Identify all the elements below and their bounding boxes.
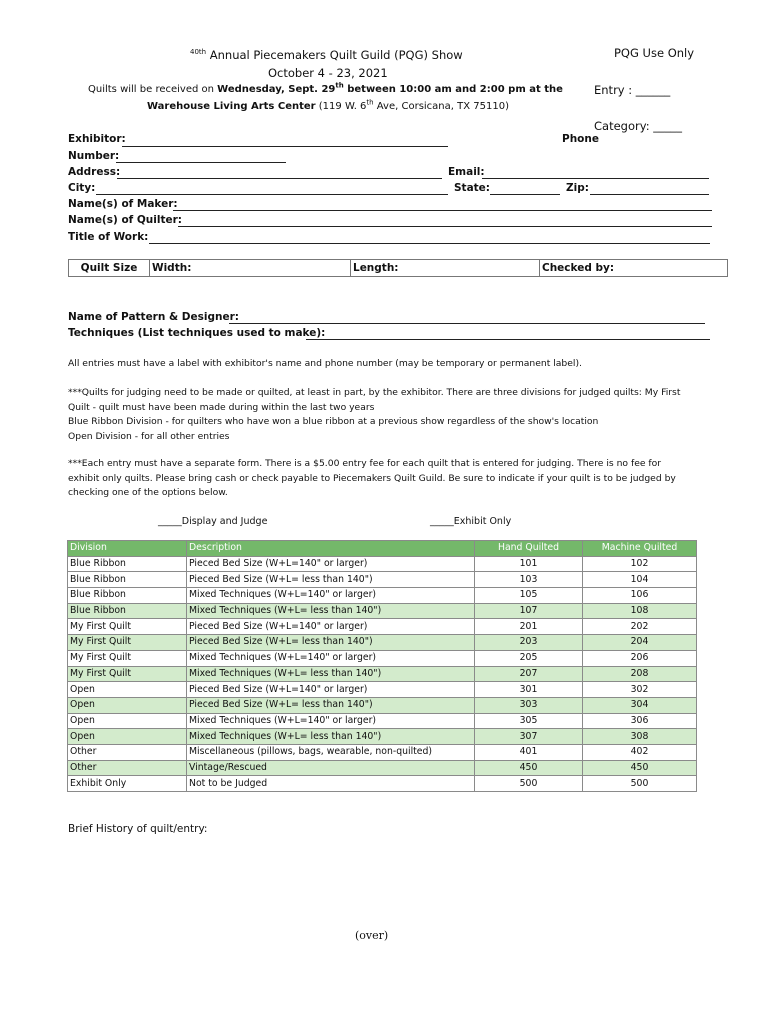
fee-line: exhibit only quilts. Please bring cash or check payable to Piecemakers Quilt Guild. Be sure to indicate if your quilt is to be judged by bbox=[68, 472, 676, 484]
table-row bbox=[68, 713, 697, 729]
over-footer: (over) bbox=[355, 929, 389, 942]
zip-label: Zip: bbox=[566, 182, 589, 194]
table-row bbox=[68, 682, 697, 698]
length-label: Length: bbox=[353, 262, 399, 274]
history-label: Brief History of quilt/entry: bbox=[68, 823, 208, 835]
table-row bbox=[68, 776, 697, 792]
checked-by-field[interactable] bbox=[539, 260, 727, 276]
show-title-text: Annual Piecemakers Quilt Guild (PQG) Show bbox=[209, 48, 463, 62]
division-cell: Open bbox=[68, 713, 187, 729]
division-cell: Blue Ribbon bbox=[68, 556, 187, 572]
techniques-label: Techniques (List techniques used to make): bbox=[68, 327, 326, 339]
description-cell: Pieced Bed Size (W+L=140" or larger) bbox=[187, 682, 475, 698]
table-row bbox=[68, 635, 697, 651]
division-cell: Open bbox=[68, 682, 187, 698]
division-cell: Blue Ribbon bbox=[68, 588, 187, 604]
history-area[interactable] bbox=[68, 840, 708, 920]
description-cell: Pieced Bed Size (W+L= less than 140") bbox=[187, 635, 475, 651]
fee-rules bbox=[68, 457, 718, 501]
machine-quilted-cell: 402 bbox=[583, 744, 697, 760]
machine-quilted-cell: 204 bbox=[583, 635, 697, 651]
quilter-field[interactable] bbox=[178, 226, 712, 227]
description-cell: Mixed Techniques (W+L= less than 140") bbox=[187, 729, 475, 745]
machine-quilted-cell: 306 bbox=[583, 713, 697, 729]
pqg-entry-field[interactable]: Entry : ______ bbox=[594, 83, 671, 97]
width-field[interactable] bbox=[149, 260, 350, 276]
label-note-text: All entries must have a label with exhibitor's name and phone number (may be temporary or permanent label). bbox=[68, 358, 582, 369]
table-row bbox=[68, 697, 697, 713]
number-label: Number: bbox=[68, 150, 120, 162]
hand-quilted-cell: 450 bbox=[475, 760, 583, 776]
phone-label: Phone bbox=[562, 133, 599, 145]
display-and-judge-option[interactable]: _____Display and Judge bbox=[158, 516, 268, 527]
division-cell: Exhibit Only bbox=[68, 776, 187, 792]
hand-quilted-cell: 303 bbox=[475, 697, 583, 713]
machine-quilted-cell: 206 bbox=[583, 650, 697, 666]
label-note bbox=[68, 357, 718, 372]
receiving-info bbox=[88, 81, 563, 95]
address-field[interactable] bbox=[117, 178, 442, 179]
exhibitor-field[interactable] bbox=[122, 146, 448, 147]
header-division: Division bbox=[68, 541, 187, 557]
description-cell: Mixed Techniques (W+L=140" or larger) bbox=[187, 650, 475, 666]
pqg-use-only-title: PQG Use Only bbox=[614, 46, 695, 60]
table-row bbox=[68, 729, 697, 745]
division-table bbox=[67, 540, 697, 792]
maker-label: Name(s) of Maker: bbox=[68, 198, 178, 210]
description-cell: Miscellaneous (pillows, bags, wearable, non-quilted) bbox=[187, 744, 475, 760]
ordinal-number: 40 bbox=[190, 48, 199, 57]
table-row bbox=[68, 603, 697, 619]
email-field[interactable] bbox=[482, 178, 709, 179]
machine-quilted-cell: 208 bbox=[583, 666, 697, 682]
quilt-size-box bbox=[68, 259, 728, 277]
header-hand-quilted: Hand Quilted bbox=[475, 541, 583, 557]
hand-quilted-cell: 301 bbox=[475, 682, 583, 698]
received-date bbox=[217, 81, 563, 95]
table-row bbox=[68, 619, 697, 635]
table-row bbox=[68, 760, 697, 776]
venue-address bbox=[318, 98, 509, 112]
length-field[interactable] bbox=[350, 260, 539, 276]
exhibitor-label: Exhibitor: bbox=[68, 133, 126, 145]
venue-name: Warehouse Living Arts Center bbox=[147, 101, 316, 112]
description-cell: Mixed Techniques (W+L=140" or larger) bbox=[187, 588, 475, 604]
header-description: Description bbox=[187, 541, 475, 557]
width-label: Width: bbox=[152, 262, 192, 274]
machine-quilted-cell: 450 bbox=[583, 760, 697, 776]
description-cell: Pieced Bed Size (W+L=140" or larger) bbox=[187, 619, 475, 635]
hand-quilted-cell: 305 bbox=[475, 713, 583, 729]
description-cell: Mixed Techniques (W+L= less than 140") bbox=[187, 666, 475, 682]
judging-line: Quilt - quilt must have been made during within the last two years bbox=[68, 401, 375, 413]
table-row bbox=[68, 572, 697, 588]
machine-quilted-cell: 304 bbox=[583, 697, 697, 713]
table-row bbox=[68, 556, 697, 572]
pattern-label: Name of Pattern & Designer: bbox=[68, 311, 239, 323]
number-field[interactable] bbox=[116, 162, 286, 163]
division-cell: Open bbox=[68, 729, 187, 745]
venue-address-a: (119 W. 6 bbox=[318, 101, 367, 112]
header-machine-quilted: Machine Quilted bbox=[583, 541, 697, 557]
received-prefix: Quilts will be received on bbox=[88, 84, 214, 95]
table-row bbox=[68, 650, 697, 666]
division-cell: My First Quilt bbox=[68, 635, 187, 651]
received-time: between 10:00 am and 2:00 pm at the bbox=[347, 84, 563, 95]
machine-quilted-cell: 500 bbox=[583, 776, 697, 792]
quilt-size-label bbox=[69, 260, 149, 276]
fee-line: checking one of the options below. bbox=[68, 487, 228, 498]
description-cell: Pieced Bed Size (W+L= less than 140") bbox=[187, 697, 475, 713]
state-field[interactable] bbox=[490, 194, 560, 195]
hand-quilted-cell: 205 bbox=[475, 650, 583, 666]
machine-quilted-cell: 106 bbox=[583, 588, 697, 604]
quilt-size-text: Quilt Size bbox=[80, 262, 138, 274]
exhibit-only-option[interactable]: _____Exhibit Only bbox=[430, 516, 512, 527]
hand-quilted-cell: 103 bbox=[475, 572, 583, 588]
hand-quilted-cell: 201 bbox=[475, 619, 583, 635]
division-cell: Other bbox=[68, 760, 187, 776]
zip-field[interactable] bbox=[590, 194, 709, 195]
hand-quilted-cell: 101 bbox=[475, 556, 583, 572]
description-cell: Pieced Bed Size (W+L= less than 140") bbox=[187, 572, 475, 588]
judging-line: Blue Ribbon Division - for quilters who have won a blue ribbon at a previous show regardless of the show's location bbox=[68, 416, 599, 427]
title-of-work-field[interactable] bbox=[149, 243, 710, 244]
division-cell: My First Quilt bbox=[68, 650, 187, 666]
machine-quilted-cell: 108 bbox=[583, 603, 697, 619]
received-date-sup: th bbox=[335, 81, 344, 90]
show-title bbox=[190, 48, 463, 62]
description-cell: Pieced Bed Size (W+L=140" or larger) bbox=[187, 556, 475, 572]
hand-quilted-cell: 401 bbox=[475, 744, 583, 760]
state-label: State: bbox=[454, 182, 491, 194]
city-label: City: bbox=[68, 182, 96, 194]
pattern-field[interactable] bbox=[229, 323, 705, 324]
division-cell: My First Quilt bbox=[68, 666, 187, 682]
division-cell: Blue Ribbon bbox=[68, 572, 187, 588]
hand-quilted-cell: 105 bbox=[475, 588, 583, 604]
description-cell: Vintage/Rescued bbox=[187, 760, 475, 776]
table-row bbox=[68, 666, 697, 682]
table-row bbox=[68, 588, 697, 604]
division-table-body bbox=[68, 556, 697, 791]
judging-line: ***Quilts for judging need to be made or quilted, at least in part, by the exhibitor. There are three divisions for judged quilts: My First bbox=[68, 387, 681, 398]
city-field[interactable] bbox=[96, 194, 448, 195]
table-header-row bbox=[68, 541, 697, 557]
title-of-work-label: Title of Work: bbox=[68, 231, 149, 243]
description-cell: Mixed Techniques (W+L=140" or larger) bbox=[187, 713, 475, 729]
ordinal-suffix: th bbox=[198, 48, 207, 57]
venue-address-b: Ave, Corsicana, TX 75110) bbox=[376, 101, 509, 112]
techniques-field[interactable] bbox=[306, 339, 710, 340]
machine-quilted-cell: 104 bbox=[583, 572, 697, 588]
venue-address-sup: th bbox=[366, 98, 374, 107]
machine-quilted-cell: 308 bbox=[583, 729, 697, 745]
hand-quilted-cell: 500 bbox=[475, 776, 583, 792]
division-cell: Other bbox=[68, 744, 187, 760]
division-cell: Blue Ribbon bbox=[68, 603, 187, 619]
judging-rules bbox=[68, 386, 718, 444]
maker-field[interactable] bbox=[173, 210, 712, 211]
venue-info bbox=[147, 98, 509, 112]
description-cell: Not to be Judged bbox=[187, 776, 475, 792]
hand-quilted-cell: 107 bbox=[475, 603, 583, 619]
description-cell: Mixed Techniques (W+L= less than 140") bbox=[187, 603, 475, 619]
email-label: Email: bbox=[448, 166, 485, 178]
quilter-label: Name(s) of Quilter: bbox=[68, 214, 182, 226]
judging-line: Open Division - for all other entries bbox=[68, 430, 230, 442]
division-cell: My First Quilt bbox=[68, 619, 187, 635]
received-date-text: Wednesday, Sept. 29 bbox=[217, 84, 336, 95]
table-row bbox=[68, 744, 697, 760]
address-label: Address: bbox=[68, 166, 121, 178]
hand-quilted-cell: 207 bbox=[475, 666, 583, 682]
hand-quilted-cell: 203 bbox=[475, 635, 583, 651]
machine-quilted-cell: 202 bbox=[583, 619, 697, 635]
machine-quilted-cell: 102 bbox=[583, 556, 697, 572]
machine-quilted-cell: 302 bbox=[583, 682, 697, 698]
pqg-category-field[interactable]: Category: _____ bbox=[594, 119, 682, 133]
division-cell: Open bbox=[68, 697, 187, 713]
show-dates: October 4 - 23, 2021 bbox=[268, 66, 388, 80]
hand-quilted-cell: 307 bbox=[475, 729, 583, 745]
checked-by-label: Checked by: bbox=[542, 262, 615, 274]
fee-line: ***Each entry must have a separate form. There is a $5.00 entry fee for each quilt that is entered for judging. There is no fee for bbox=[68, 458, 662, 469]
